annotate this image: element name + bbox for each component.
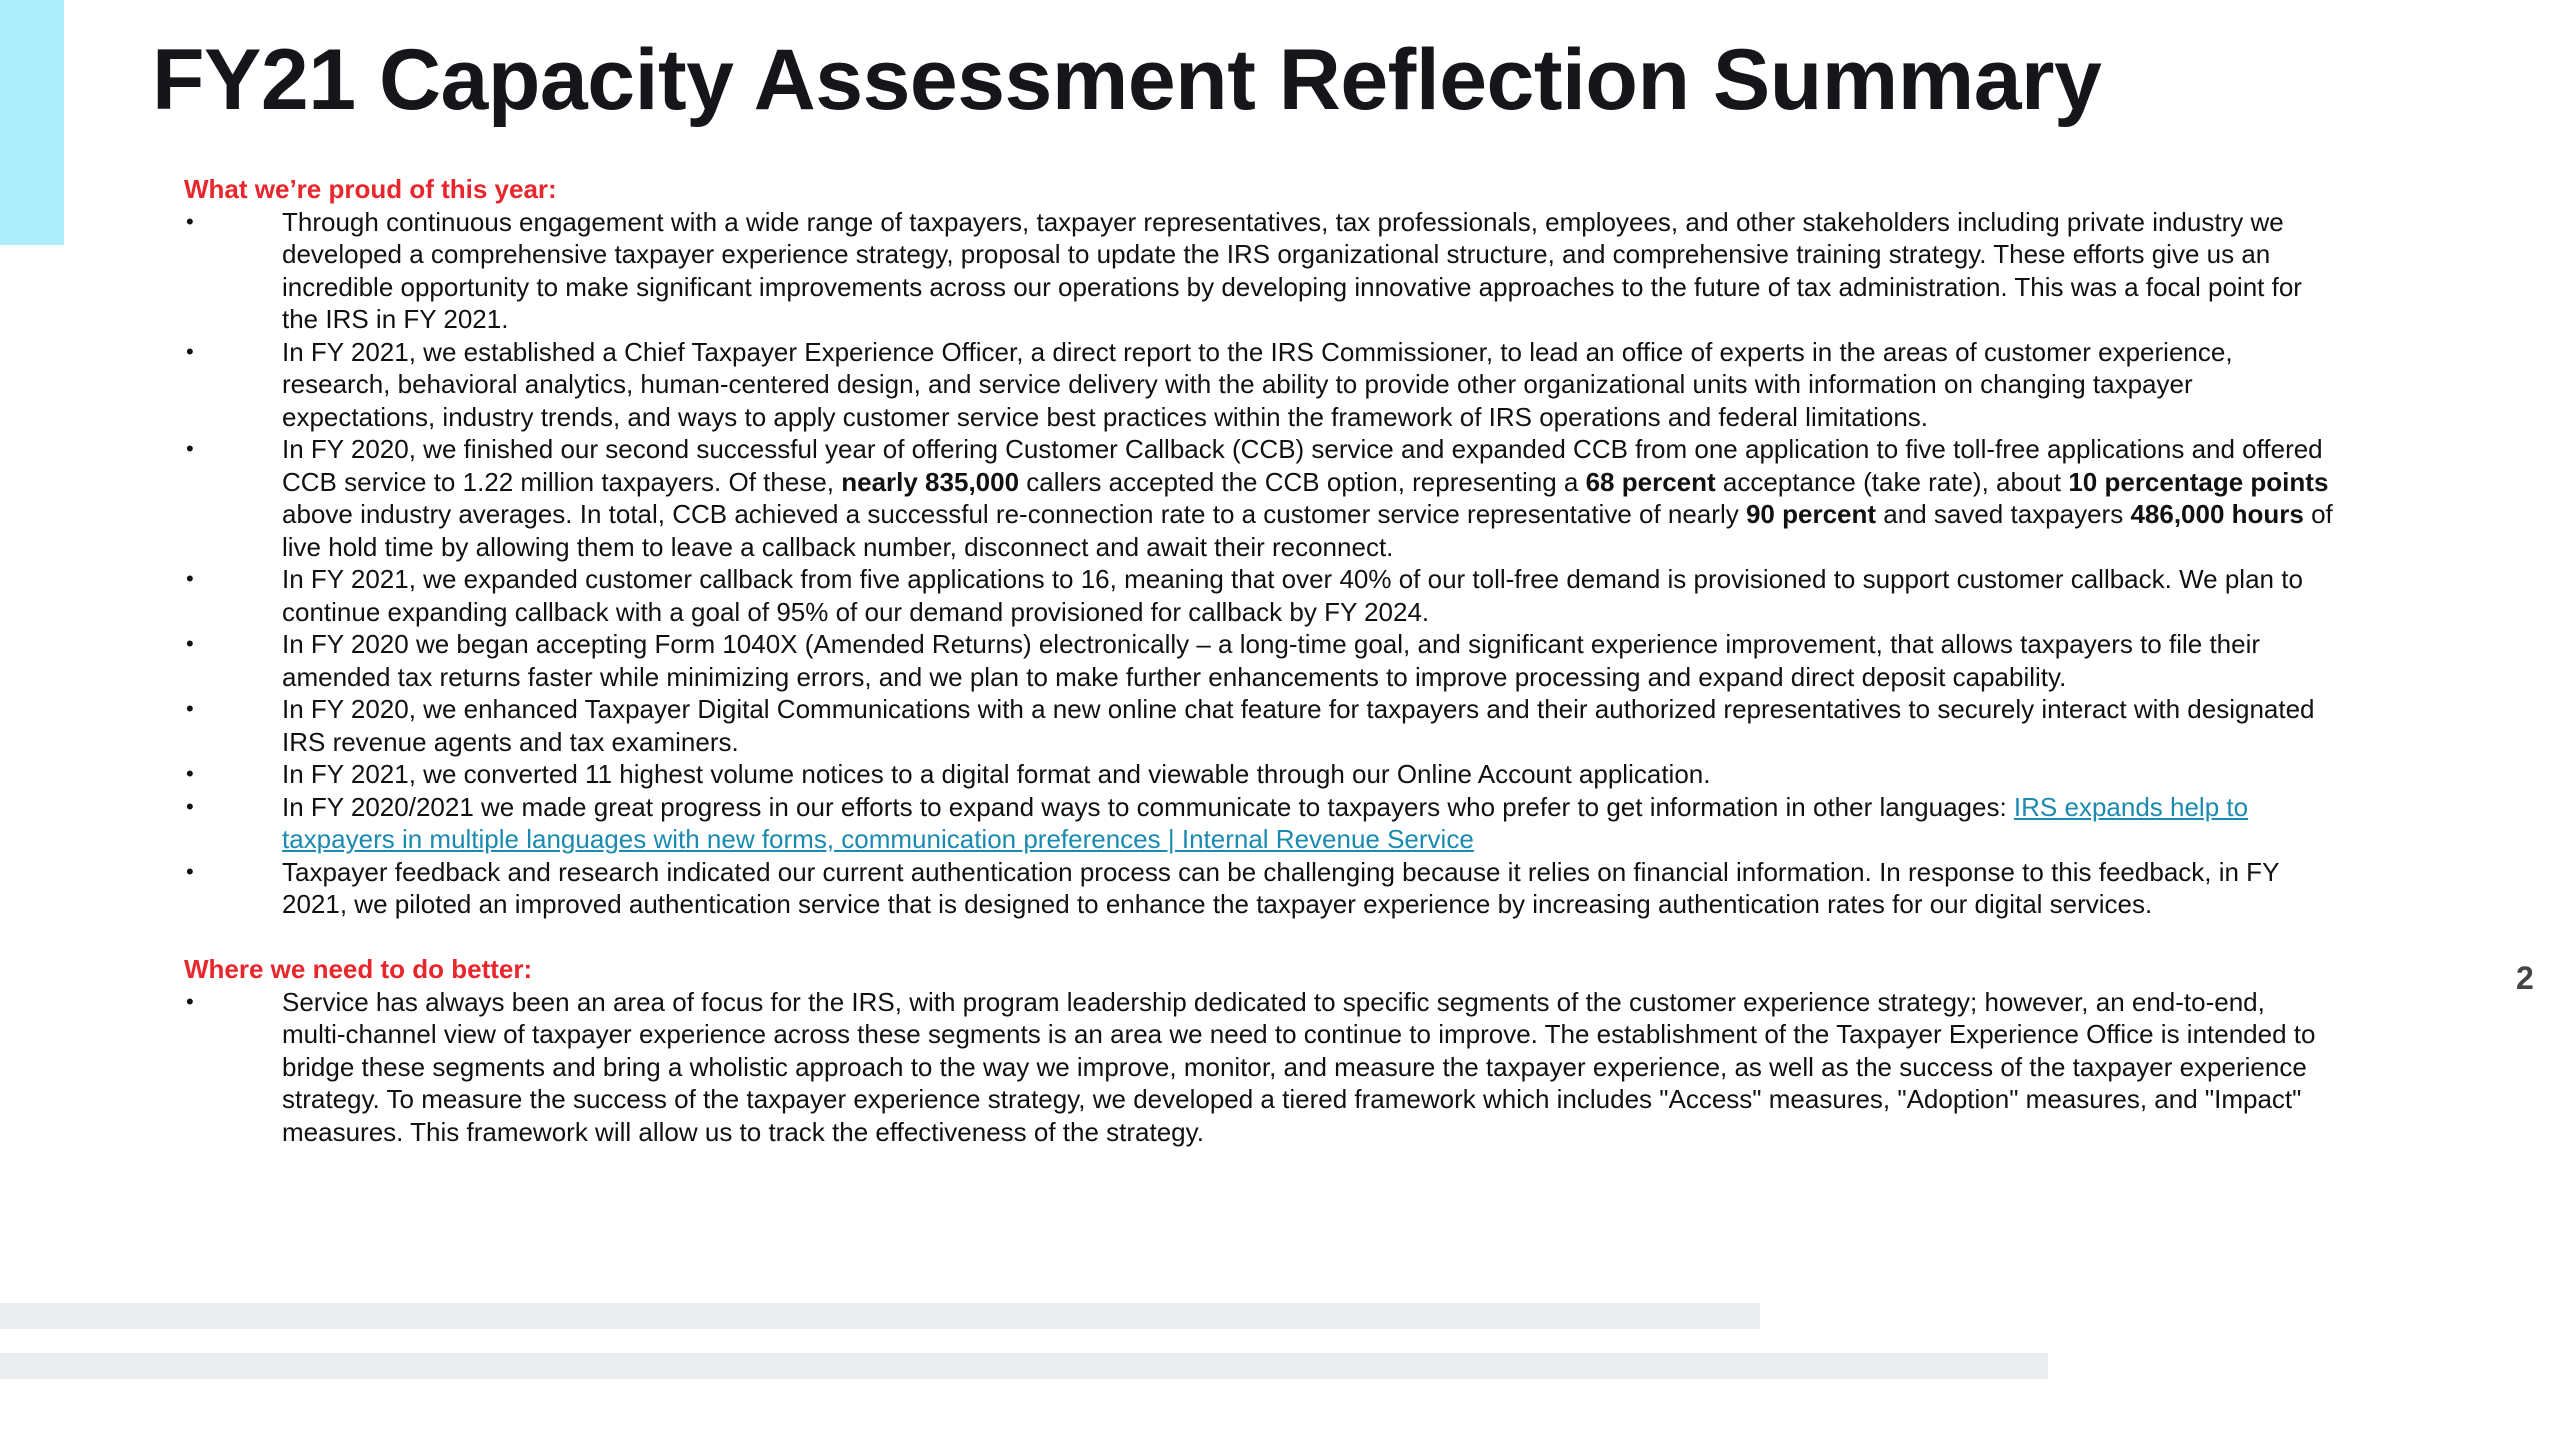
text-run: acceptance (take rate), about — [1715, 466, 2069, 497]
list-item-text: In FY 2020 we began accepting Form 1040X (Amended Returns) electronically – a long-time goal, and significant experience improvement, that allows taxpayers to file their amended tax returns faster while minimizing errors, and we plan to make further enhancements to improve processing and expand direct deposit capability. — [282, 629, 2261, 692]
bold-stat: 10 percentage points — [2068, 466, 2329, 497]
bullet-icon: • — [186, 761, 194, 786]
footer-decoration-bar — [0, 1303, 1760, 1329]
list-item-text: Service has always been an area of focus for the IRS, with program leadership dedicated to specific segments of the customer experience strategy; however, an end-to-end, multi-channel view of taxpayer experience across these segments is an area we need to continue to improve. The establishment of the Taxpayer Experience Office is intended to bridge these segments and bring a wholistic approach to the way we improve, monitor, and measure the taxpayer experience, as well as the success of the taxpayer experience strategy. To measure the success of the taxpayer experience strategy, we developed a tiered framework which includes "Access" measures, "Adoption" measures, and "Impact" measures. This framework will allow us to track the effectiveness of the strategy. — [282, 986, 2316, 1147]
bullet-icon: • — [186, 208, 194, 234]
footer-decoration-bar — [0, 1353, 2048, 1379]
bold-stat: 486,000 hours — [2130, 499, 2304, 529]
list-item — [184, 986, 2334, 1149]
list-item — [184, 206, 2334, 336]
text-run: of live hold time by allowing them to leave a callback number, disconnect and await their reconnect. — [282, 499, 2333, 562]
bullet-icon: • — [186, 858, 194, 884]
list-item-text: Taxpayer feedback and research indicated our current authentication process can be challenging because it relies on financial information. In response to this feedback, in FY 2021, we piloted an improved authentication service that is designed to enhance the taxpayer experience by increasing authentication rates for our digital services. — [282, 856, 2279, 919]
page-number: 2 — [2516, 960, 2534, 996]
text-run: above industry averages. In total, CCB achieved a successful re-connection rate to a customer service representative of nearly — [282, 499, 1746, 529]
list-item — [184, 563, 2334, 628]
bullet-icon: • — [186, 988, 194, 1014]
list-item — [184, 758, 2334, 791]
bullet-icon: • — [186, 631, 194, 656]
better-heading: Where we need to do better: — [184, 954, 533, 984]
text-run: In FY 2020/2021 we made great progress in our efforts to expand ways to communicate to taxpayers who prefer to get information in other languages: — [282, 791, 2014, 822]
list-item — [184, 628, 2334, 693]
list-item-text: In FY 2021, we established a Chief Taxpayer Experience Officer, a direct report to the IRS Commissioner, to lead an office of experts in the areas of customer experience, research, behavioral analytics, human-centered design, and service delivery with the ability to provide other organizational units with information on changing taxpayer expectations, industry trends, and ways to apply customer service best practices within the framework of IRS operations and federal limitations. — [282, 336, 2233, 432]
bullet-icon: • — [186, 566, 194, 591]
list-item-text: In FY 2021, we expanded customer callback from five applications to 16, meaning that over 40% of our toll-free demand is provisioned to support customer callback. We plan to continue expanding callback with a goal of 95% of our demand provisioned for callback by FY 2024. — [282, 564, 2303, 627]
bullet-icon: • — [186, 338, 194, 364]
bullet-icon: • — [186, 696, 194, 721]
proud-list — [184, 206, 2334, 921]
accent-bar — [0, 0, 64, 245]
text-run: callers accepted the CCB option, representing a — [1019, 466, 1586, 497]
section-spacer — [184, 921, 2334, 954]
list-item-text — [282, 792, 2248, 855]
bold-stat: 68 percent — [1585, 466, 1716, 497]
list-item — [184, 433, 2334, 563]
list-item — [184, 336, 2334, 434]
list-item-text: In FY 2021, we converted 11 highest volume notices to a digital format and viewable through our Online Account application. — [282, 759, 1711, 789]
list-item-text: In FY 2020, we enhanced Taxpayer Digital Communications with a new online chat feature for taxpayers and their authorized representatives to securely interact with designated IRS revenue agents and tax examiners. — [282, 694, 2315, 757]
irs-languages-link[interactable]: IRS expands help to taxpayers in multiple languages with new forms, communication preferences | Internal Revenue Service — [282, 791, 2249, 854]
better-list — [184, 986, 2334, 1149]
bold-stat: nearly 835,000 — [841, 466, 1020, 497]
list-item-text — [282, 434, 2333, 562]
list-item — [184, 856, 2334, 921]
bullet-icon: • — [186, 436, 194, 461]
list-item — [184, 791, 2334, 856]
bold-stat: 90 percent — [1745, 499, 1877, 529]
text-run: and saved taxpayers — [1876, 499, 2131, 529]
proud-heading: What we’re proud of this year: — [184, 174, 557, 204]
text-run: In FY 2020, we finished our second successful year of offering Customer Callback (CCB) service and expanded CCB from one application to five toll-free applications and offered CCB service to 1.22 million taxpayers. Of these, — [282, 434, 2323, 497]
bullet-icon: • — [186, 793, 194, 819]
slide-title: FY21 Capacity Assessment Reflection Summary — [152, 32, 2102, 128]
list-item — [184, 693, 2334, 758]
list-item-text: Through continuous engagement with a wide range of taxpayers, taxpayer representatives, tax professionals, employees, and other stakeholders including private industry we developed a comprehensive taxpayer experience strategy, proposal to update the IRS organizational structure, and comprehensive training strategy. These efforts give us an incredible opportunity to make significant improvements across our operations by developing innovative approaches to the future of tax administration. This was a focal point for the IRS in FY 2021. — [282, 206, 2302, 334]
slide-content — [184, 173, 2334, 1148]
